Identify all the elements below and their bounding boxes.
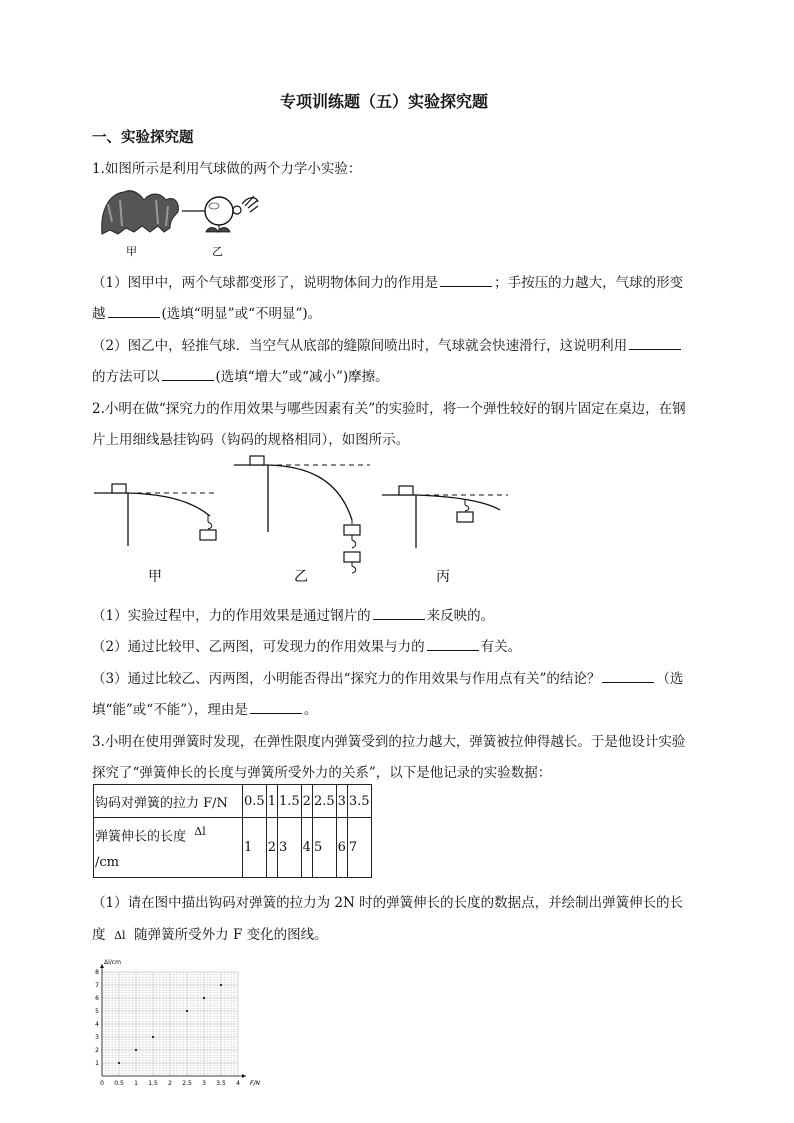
q1-stem: 1.如图所示是利用气球做的两个力学小实验： [92,161,362,177]
answer-blank[interactable] [108,303,160,318]
table-cell: 1 [266,785,277,818]
y-tick-label: 1 [95,1060,99,1067]
y-tick-label: 5 [95,1008,99,1015]
q1-p2-text-a: （2）图乙中，轻推气球．当空气从底部的缝隙间喷出时，气球就会快速滑行，这说明利用 [92,338,628,354]
delta-l-symbol: Δl [114,929,126,942]
q2-p1-text-a: （1）实验过程中，力的作用效果是通过钢片的 [92,608,371,624]
q1-p1-text-d: (选填“明显”或“不明显”)。 [161,306,322,322]
x-axis-arrow-icon [242,1074,246,1078]
delta-l-symbol: Δl [194,824,206,838]
y-tick-label: 6 [95,995,99,1002]
table-cell: 3 [336,785,347,818]
x-tick-label: 3.5 [216,1080,226,1087]
q2-p2-text-b: 有关。 [480,639,522,655]
setup-bing [382,486,508,585]
x-tick-label: 0 [100,1080,104,1087]
fig-label-jia: 甲 [148,569,162,585]
q2-p3-text-a: （3）通过比较乙、丙两图，小明能否得出“探究力的作用效果与作用点有关”的结论？ [92,671,601,687]
q3-stem-line1: 3.小明在使用弹簧时发现，在弹性限度内弹簧受到的拉力越大，弹簧被拉伸得越长。于是他设计实验 [92,734,686,750]
table-row [94,818,372,878]
q2-p3-text-d: 。 [303,702,318,718]
q1-p2-text-c: (选填“增大”或“减小”)摩擦。 [215,369,389,385]
header-unit: /cm [95,855,119,871]
balloon-figure [98,182,270,262]
q3-stem-line2: 探究了“弹簧伸长的长度与弹簧所受外力的关系”，以下是他记录的实验数据： [92,765,552,781]
x-axis-label: F/N [250,1080,260,1087]
answer-blank[interactable] [602,668,654,683]
fig-label-bing: 丙 [436,569,450,585]
q1-part1-line2 [92,302,321,322]
x-tick-label: 2 [168,1080,172,1087]
data-point [152,1036,154,1038]
answer-blank[interactable] [427,636,479,651]
x-tick-label: 1 [134,1080,138,1087]
balloon-car-illustration [182,196,258,232]
q2-p3-text-b: （选 [656,671,684,687]
q2-part3-line1 [92,667,683,687]
balloon-pair-illustration [102,191,179,234]
y-tick-label: 7 [95,982,99,989]
chart-grid [102,972,238,1076]
q1-p1-text-a: （1）图甲中，两个气球都变形了，说明物体间力的作用是 [92,275,439,291]
x-tick-label: 3 [202,1080,206,1087]
steel-sheet-figure [88,452,518,592]
fig-label-yi: 乙 [294,569,308,585]
table-cell: 4 [301,818,312,878]
table-header-length [94,818,243,878]
table-header-force: 钩码对弹簧的拉力 F/N [94,785,243,818]
q2-stem-line2: 片上用细线悬挂钩码（钩码的规格相同），如图所示。 [92,432,410,448]
y-tick-label: 8 [95,969,99,976]
answer-blank[interactable] [373,605,425,620]
table-cell: 0.5 [243,785,267,818]
q3-p1-text-c: 随弹簧所受外力 F 变化的图线。 [134,927,328,943]
q2-part3-line2 [92,698,317,718]
data-point [135,1049,137,1051]
data-table [93,784,372,878]
table-cell: 7 [347,818,371,878]
x-tick-label: 4 [236,1080,240,1087]
table-cell: 1 [243,818,267,878]
q2-p3-text-c: 填“能”或“不能”），理由是 [92,702,248,718]
fig-label-jia: 甲 [126,245,137,258]
x-tick-label: 0.5 [114,1080,124,1087]
q3-part1-line2 [92,923,328,943]
data-point [203,997,205,999]
table-cell: 2 [301,785,312,818]
q3-part1-line1: （1）请在图中描出钩码对弹簧的拉力为 2N 时的弹簧伸长的长度的数据点，并绘制出弹簧伸长的长 [92,895,684,911]
table-cell: 5 [312,818,336,878]
q1-p2-text-b: 的方法可以 [92,369,160,385]
page-title: 专项训练题（五）实验探究题 [280,92,489,111]
q1-p1-text-b: ；手按压的力越大，气球的形变 [494,275,684,291]
table-cell: 3 [277,818,301,878]
q1-part2-line1 [92,334,683,354]
q2-p1-text-b: 来反映的。 [426,608,495,624]
table-cell: 3.5 [347,785,371,818]
q2-part2 [92,635,521,655]
y-tick-label: 2 [95,1047,99,1054]
table-row [94,785,372,818]
setup-jia [94,484,216,585]
data-point [118,1062,120,1064]
table-cell: 6 [336,818,347,878]
q2-stem-line1: 2.小明在做“探究力的作用效果与哪些因素有关”的实验时，将一个弹性较好的钢片固定在桌边，在钢 [92,401,686,417]
answer-blank[interactable] [162,366,214,381]
q2-part1 [92,604,494,624]
table-cell: 2 [266,818,277,878]
y-tick-label: 3 [95,1034,99,1041]
chart-axes [100,964,246,1078]
q1-part2-line2 [92,365,389,385]
q3-p1-text-b: 度 [92,927,106,943]
answer-blank[interactable] [440,272,492,287]
data-point [220,984,222,986]
chart-tick-labels [95,969,240,1087]
setup-yi [234,456,370,585]
table-cell: 1.5 [277,785,301,818]
spring-extension-chart [88,952,268,1090]
fig-label-yi: 乙 [212,245,223,258]
q1-part1-line1 [92,271,683,291]
header-text: 弹簧伸长的长度 [95,829,187,845]
q2-p2-text-a: （2）通过比较甲、乙两图，可发现力的作用效果与力的 [92,639,425,655]
x-tick-label: 1.5 [148,1080,158,1087]
y-tick-label: 4 [95,1021,99,1028]
data-point [186,1010,188,1012]
q1-p1-text-c: 越 [92,306,106,322]
answer-blank[interactable] [629,335,681,350]
y-axis-label: Δl/cm [104,959,121,966]
table-cell: 2.5 [312,785,336,818]
section-heading: 一、实验探究题 [92,129,194,146]
x-tick-label: 2.5 [182,1080,192,1087]
answer-blank[interactable] [250,699,302,714]
